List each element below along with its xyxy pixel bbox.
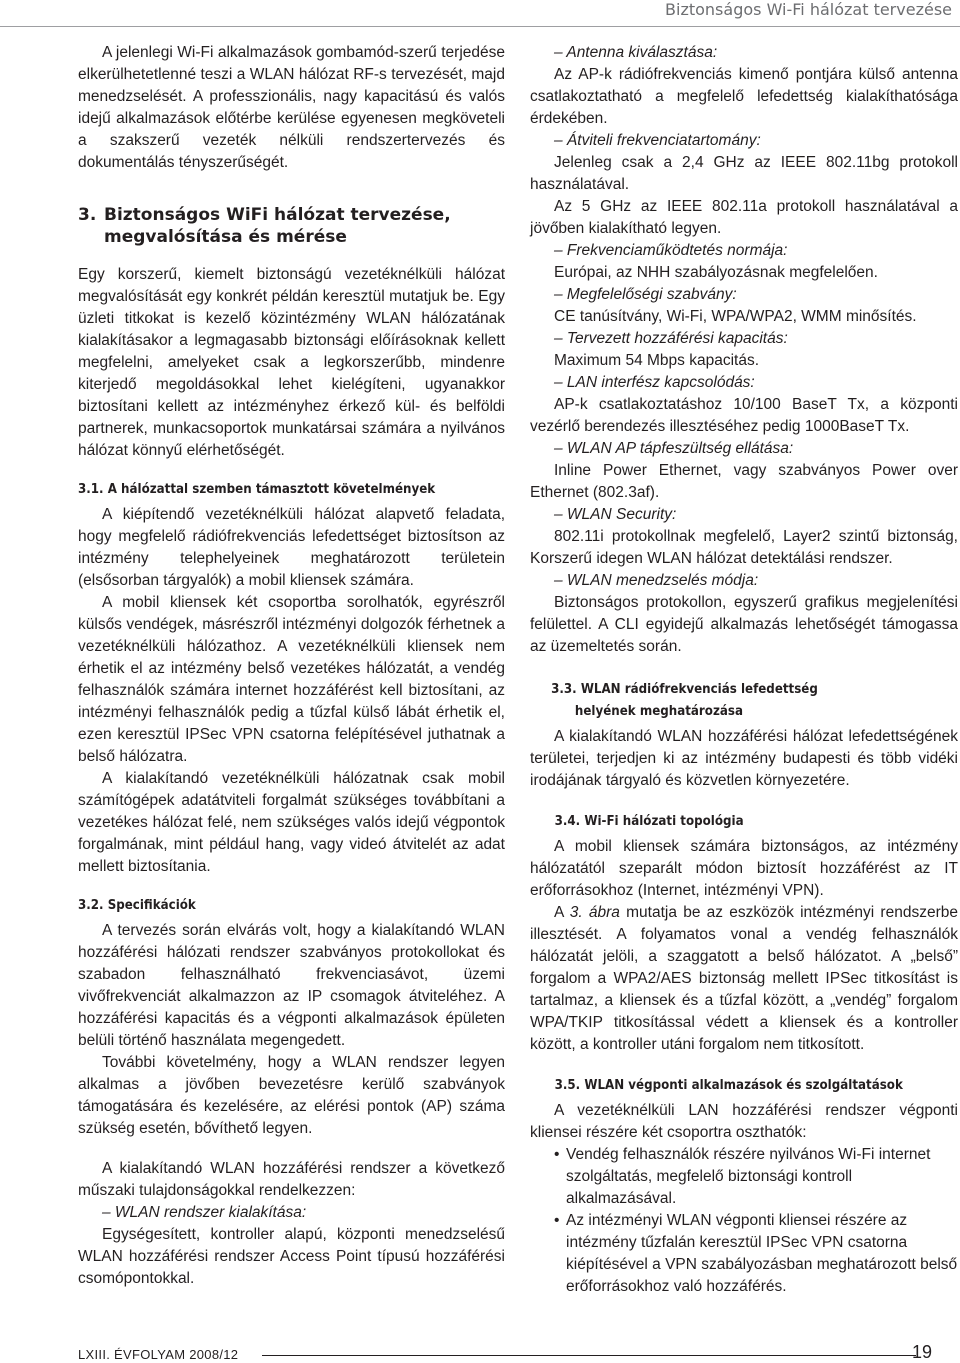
spec-label: – Átviteli frekvenciatartomány: xyxy=(554,132,761,149)
paragraph-gap xyxy=(78,1140,505,1158)
bullet-mark: • xyxy=(554,1146,560,1163)
section-3-number: 3. xyxy=(78,205,97,225)
bullet-item xyxy=(530,1210,958,1298)
section-3-1-heading: 3.1. A hálózattal szemben támasztott követelmények xyxy=(78,481,436,497)
section-3-2-heading: 3.2. Specifikációk xyxy=(78,897,196,913)
figure-reference: 3. ábra xyxy=(569,904,620,921)
text-run: mutatja be az eszközök intézményi rendszerbe illesztését. A folyamatos vonal a vendég felhasználók hálózatát jelöli, a szaggatott a belső hálózatot. A „belső” forgalom a WPA2/AES biztonság mellett IPSec titkosítást is tartalmaz, a kliensek és a tűzfal között, a „vendég” forgalom WPA/TKIP titkosítással védett a kliensek és a kontroller között, a kontroller utáni forgalom nem titkosított. xyxy=(530,904,958,1053)
spec-value: AP-k csatlakoztatáshoz 10/100 BaseT Tx, a központi vezérlő berendezés illesztéséhez pedig 1000BaseT Tx. xyxy=(530,396,958,435)
spec-label: – Antenna kiválasztása: xyxy=(554,44,718,61)
section-3-2-paragraph-2: További követelmény, hogy a WLAN rendszer legyen alkalmas a jövőben bevezetésre kerülő szabványok támogatására és kezelésére, az elérési pontok (AP) száma szükség esetén, bővíthető legyen. xyxy=(78,1054,505,1137)
text-run: A xyxy=(554,904,570,921)
section-3-1-paragraph-3: A kialakítandó vezetéknélküli hálózatnak csak mobil számítógépek adatátviteli forgalmát szükséges továbbítani a vezetékes hálózat felé, nem szükséges valós idejű végpontok forgalmának, mint például hang, vagy videó átvitelét az adat mellett biztosítania. xyxy=(78,770,505,875)
left-column xyxy=(78,42,505,1290)
section-3-3-title-line2: helyének meghatározása xyxy=(574,703,743,719)
running-header: Biztonságos Wi-Fi hálózat tervezése xyxy=(665,0,952,19)
spec-label: – WLAN Security: xyxy=(554,506,677,523)
bullet-text: Az intézményi WLAN végponti kliensei részére az intézmény tűzfalán keresztül IPSec VPN csatorna kiépítésével a VPN szabályozásban meghatározott belső erőforrásokhoz való hozzáférés. xyxy=(566,1212,958,1295)
section-3-5-heading: 3.5. WLAN végponti alkalmazások és szolgáltatások xyxy=(554,1077,903,1093)
footer-rule xyxy=(262,1355,916,1356)
spec-label: – WLAN rendszer kialakítása: xyxy=(102,1204,307,1221)
spec-value: Maximum 54 Mbps kapacitás. xyxy=(554,352,760,369)
section-3-heading xyxy=(78,204,505,248)
bullet-text: Vendég felhasználók részére nyilvános Wi-Fi internet szolgáltatás, megfelelő biztonsági kontroll alkalmazásával. xyxy=(566,1146,931,1207)
bullet-item xyxy=(530,1144,958,1210)
section-3-4-paragraph-2 xyxy=(530,902,958,1056)
right-column xyxy=(530,42,958,1298)
spec-label: – LAN interfész kapcsolódás: xyxy=(554,374,755,391)
spec-value: Egységesített, kontroller alapú, központi menedzselésű WLAN hozzáférési rendszer Access Point típusú hozzáférési csomópontokkal. xyxy=(78,1226,505,1287)
spec-value: Biztonságos protokollon, egyszerű grafikus megjelenítési felülettel. A CLI egyidejű alkalmazás lehetőségét támogassa az üzemeltetés során. xyxy=(530,594,958,655)
spec-value: Jelenleg csak a 2,4 GHz az IEEE 802.11bg protokoll használatával. xyxy=(530,154,958,193)
spec-value: CE tanúsítvány, Wi-Fi, WPA/WPA2, WMM minősítés. xyxy=(554,308,917,325)
spec-value: Európai, az NHH szabályozásnak megfelelően. xyxy=(554,264,878,281)
spec-value: 802.11i protokollnak megfelelő, Layer2 szintű biztonság, Korszerű idegen WLAN hálózat detektálási rendszer. xyxy=(530,528,958,567)
section-3-paragraph: Egy korszerű, kiemelt biztonságú vezetéknélküli hálózat megvalósítását egy konkrét példán keresztül mutatjuk be. Egy üzleti titkokat is kezelő közintézmény WLAN hálózatának kialakításakor a legmagasabb biztonsági előírásoknak kellett megfelelni, amelyeket csak a legkorszerűbb, mindenre kiterjedő megoldásokkal lehet kielégíteni, ugyanakkor biztosítani kellett az intézményhez érkező kül- és belföldi partnerek, munkacsoportok munkatársai számára a nyilvános hálózat könnyű elérhetőségét. xyxy=(78,266,505,459)
section-3-title-line2: megvalósítása és mérése xyxy=(104,227,347,247)
section-3-title-line1: Biztonságos WiFi hálózat tervezése, xyxy=(104,205,451,225)
intro-paragraph: A jelenlegi Wi-Fi alkalmazások gombamód-szerű terjedése elkerülhetetlenné teszi a WLAN hálózat RF-s tervezését, majd menedzselését. A professzionális, nagy kapacitású és valós idejű alkalmazások előtérbe kerülése egyenesen megköveteli a szakszerű vezeték nélküli rendszertervezés és dokumentálás tényszerűségét. xyxy=(78,44,505,171)
section-3-4-heading: 3.4. Wi-Fi hálózati topológia xyxy=(554,813,744,829)
spec-value: Az 5 GHz az IEEE 802.11a protokoll használatával a jövőben kialakítható legyen. xyxy=(530,198,958,237)
section-3-3-title-line1: 3.3. WLAN rádiófrekvenciás lefedettség xyxy=(551,681,818,697)
spec-label: – WLAN AP tápfeszültség ellátása: xyxy=(554,440,794,457)
section-3-3-paragraph: A kialakítandó WLAN hozzáférési hálózat lefedettségének területei, terjedjen ki az intézmény budapesti és több vidéki irodájának tárgyaló és közvetlen környezetére. xyxy=(530,728,958,789)
spec-label: – WLAN menedzselés módja: xyxy=(554,572,759,589)
spec-label: – Tervezett hozzáférési kapacitás: xyxy=(554,330,788,347)
section-3-3-heading xyxy=(530,678,907,722)
section-3-2-paragraph-1: A tervezés során elvárás volt, hogy a kialakítandó WLAN hozzáférési hálózati rendszer szabványos protokollokat és szabadon felhasználható frekvenciasávot, üzemi vivőfrekvenciát alkalmazzon az IP csomagok átviteléhez. A hozzáférési kapacitás és a végponti alkalmazások épületen belüli történő használata megengedett. xyxy=(78,922,505,1049)
spec-value: Az AP-k rádiófrekvenciás kimenő pontjára külső antenna csatlakoztatható a megfelelő lefedettség kialakíthatósága érdekében. xyxy=(530,66,958,127)
section-3-1-paragraph-2: A mobil kliensek két csoportba sorolhatók, egyrészről külsős vendégek, másrészről intézményi dolgozók férhetnek a vezetéknélküli hálózathoz. A vezetéknélküli kliensek nem érhetik el az intézmény belső vezetékes hálózatát, a vendég felhasználók számára internet hozzáférést kell biztosítani, az intézményi felhasználók pedig a tűzfal külső lábát érhetik el, ezen keresztül IPSec VPN csatorna felépítésével juthatnak a belső hálózatra. xyxy=(78,594,505,765)
page-number: 19 xyxy=(911,1342,932,1362)
spec-value: Inline Power Ethernet, vagy szabványos Power over Ethernet (802.3af). xyxy=(530,462,958,501)
header-rule xyxy=(0,26,960,27)
spec-label: – Megfelelőségi szabvány: xyxy=(554,286,737,303)
footer-issue: LXIII. ÉVFOLYAM 2008/12 xyxy=(78,1347,239,1362)
bullet-mark: • xyxy=(554,1212,560,1229)
spec-label: – Frekvenciaműködtetés normája: xyxy=(554,242,788,259)
section-3-4-paragraph-1: A mobil kliensek számára biztonságos, az intézmény hálózatától szeparált módon biztosít hozzáférést az IT erőforrásokhoz (Internet, intézményi VPN). xyxy=(530,838,958,899)
section-3-1-paragraph-1: A kiépítendő vezetéknélküli hálózat alapvető feladata, hogy megfelelő rádiófrekvenciás lefedettséget biztosítson az intézmény telephelyeinek meghatározott területein (elsősorban tárgyalók) a mobil kliensek számára. xyxy=(78,506,505,589)
section-3-5-paragraph: A vezetéknélküli LAN hozzáférési rendszer végponti kliensei részére két csoportra oszthatók: xyxy=(530,1102,958,1141)
section-3-2-paragraph-3: A kialakítandó WLAN hozzáférési rendszer a következő műszaki tulajdonságokkal rendelkezzen: xyxy=(78,1160,505,1199)
